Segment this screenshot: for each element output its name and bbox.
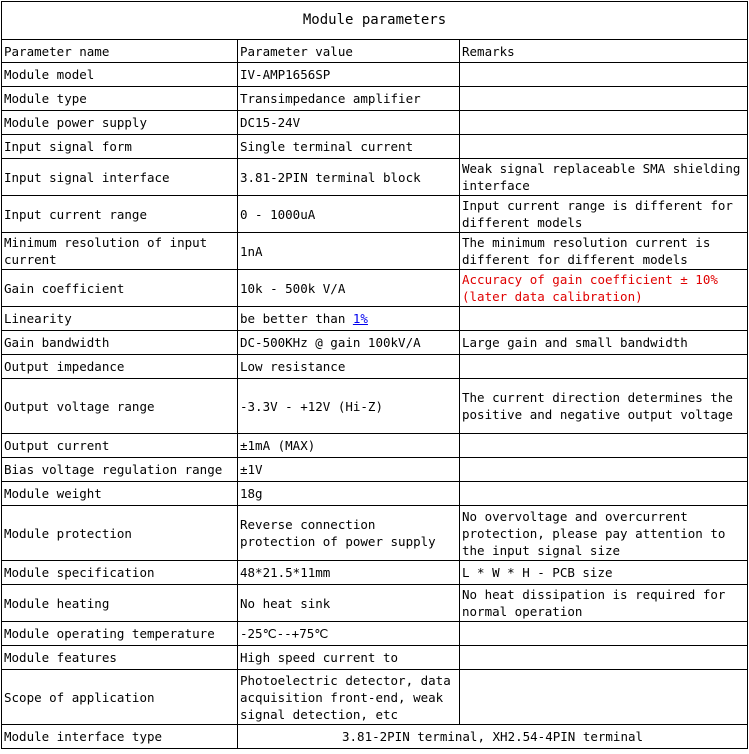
- parameter-remark: [460, 670, 748, 725]
- table-row: [2, 355, 748, 379]
- parameter-remark: Input current range is different for different models: [460, 196, 748, 233]
- parameter-name: Module type: [2, 87, 238, 111]
- table-row: [2, 506, 748, 561]
- parameter-name: Module model: [2, 63, 238, 87]
- parameter-name: Module weight: [2, 482, 238, 506]
- table-row: [2, 561, 748, 585]
- parameter-remark: [460, 622, 748, 646]
- linearity-link[interactable]: 1%: [352, 311, 368, 326]
- parameter-name: Output voltage range: [2, 379, 238, 434]
- parameter-name: Module power supply: [2, 111, 238, 135]
- parameter-name: Module protection: [2, 506, 238, 561]
- header-parameter-value: Parameter value: [238, 40, 460, 63]
- parameter-name: Module interface type: [2, 725, 238, 749]
- parameter-remark: [460, 434, 748, 458]
- parameter-value: IV-AMP1656SP: [238, 63, 460, 87]
- table-row: [2, 434, 748, 458]
- parameter-value: Transimpedance amplifier: [238, 87, 460, 111]
- parameter-remark: The minimum resolution current is different for different models: [460, 233, 748, 270]
- parameter-remark: [460, 482, 748, 506]
- table-row: [2, 87, 748, 111]
- parameter-remark: Weak signal replaceable SMA shielding interface: [460, 159, 748, 196]
- table-row: [2, 585, 748, 622]
- parameter-name: Scope of application: [2, 670, 238, 725]
- parameter-value: ±1mA (MAX): [238, 434, 460, 458]
- parameter-remark: [460, 111, 748, 135]
- table-row: [2, 307, 748, 331]
- parameter-name: Input current range: [2, 196, 238, 233]
- parameter-remark: The current direction determines the positive and negative output voltage: [460, 379, 748, 434]
- parameter-remark: L * W * H - PCB size: [460, 561, 748, 585]
- table-row: [2, 331, 748, 355]
- parameter-remark: Large gain and small bandwidth: [460, 331, 748, 355]
- parameter-value: Photoelectric detector, data acquisition front-end, weak signal detection, etc: [238, 670, 460, 725]
- parameter-name: Module features: [2, 646, 238, 670]
- table-title: Module parameters: [2, 2, 748, 40]
- table-row: [2, 159, 748, 196]
- table-row: [2, 458, 748, 482]
- parameter-value: 1nA: [238, 233, 460, 270]
- table-row: [2, 379, 748, 434]
- parameter-name: Module operating temperature: [2, 622, 238, 646]
- parameter-value: ±1V: [238, 458, 460, 482]
- parameter-value: High speed current to: [238, 646, 460, 670]
- parameter-name: Bias voltage regulation range: [2, 458, 238, 482]
- table-row: [2, 233, 748, 270]
- parameter-remark: [460, 355, 748, 379]
- table-row: [2, 725, 748, 749]
- table-row: [2, 135, 748, 159]
- parameter-name: Output impedance: [2, 355, 238, 379]
- parameter-value: No heat sink: [238, 585, 460, 622]
- parameter-remark: [460, 63, 748, 87]
- parameter-remark: No overvoltage and overcurrent protection, please pay attention to the input signal size: [460, 506, 748, 561]
- parameter-remark: [460, 135, 748, 159]
- header-remarks: Remarks: [460, 40, 748, 63]
- parameter-name: Gain coefficient: [2, 270, 238, 307]
- parameter-value: 3.81-2PIN terminal block: [238, 159, 460, 196]
- table-row: [2, 196, 748, 233]
- parameter-name: Module heating: [2, 585, 238, 622]
- parameter-name: Linearity: [2, 307, 238, 331]
- parameter-value: DC-500KHz @ gain 100kV/A: [238, 331, 460, 355]
- parameter-name: Input signal interface: [2, 159, 238, 196]
- table-row: [2, 646, 748, 670]
- parameter-name: Output current: [2, 434, 238, 458]
- parameter-value: 10k - 500k V/A: [238, 270, 460, 307]
- table-row: [2, 482, 748, 506]
- parameter-value: 18g: [238, 482, 460, 506]
- header-parameter-name: Parameter name: [2, 40, 238, 63]
- parameter-remark: [460, 307, 748, 331]
- table-row: [2, 63, 748, 87]
- parameter-value: Low resistance: [238, 355, 460, 379]
- table-row: [2, 622, 748, 646]
- parameter-remark: No heat dissipation is required for normal operation: [460, 585, 748, 622]
- parameter-name: Input signal form: [2, 135, 238, 159]
- parameter-value: 48*21.5*11mm: [238, 561, 460, 585]
- parameter-remark: [460, 646, 748, 670]
- parameter-value: 0 - 1000uA: [238, 196, 460, 233]
- parameter-name: Minimum resolution of input current: [2, 233, 238, 270]
- parameter-value: -25℃--+75℃: [238, 622, 460, 646]
- parameter-remark: [460, 458, 748, 482]
- parameter-remark-warning: Accuracy of gain coefficient ± 10% (later data calibration): [460, 270, 748, 307]
- table-row: [2, 270, 748, 307]
- linearity-prefix: be better than: [240, 311, 353, 326]
- parameter-value-merged: 3.81-2PIN terminal, XH2.54-4PIN terminal: [238, 725, 748, 749]
- parameter-remark: [460, 87, 748, 111]
- parameter-value: Single terminal current: [238, 135, 460, 159]
- parameter-name: Module specification: [2, 561, 238, 585]
- parameter-name: Gain bandwidth: [2, 331, 238, 355]
- table-row: [2, 111, 748, 135]
- parameter-value: DC15-24V: [238, 111, 460, 135]
- module-parameters-table: [1, 1, 748, 749]
- parameter-value: Reverse connection protection of power supply: [238, 506, 460, 561]
- parameter-value: -3.3V - +12V (Hi-Z): [238, 379, 460, 434]
- parameter-value: [238, 307, 460, 331]
- table-row: [2, 670, 748, 725]
